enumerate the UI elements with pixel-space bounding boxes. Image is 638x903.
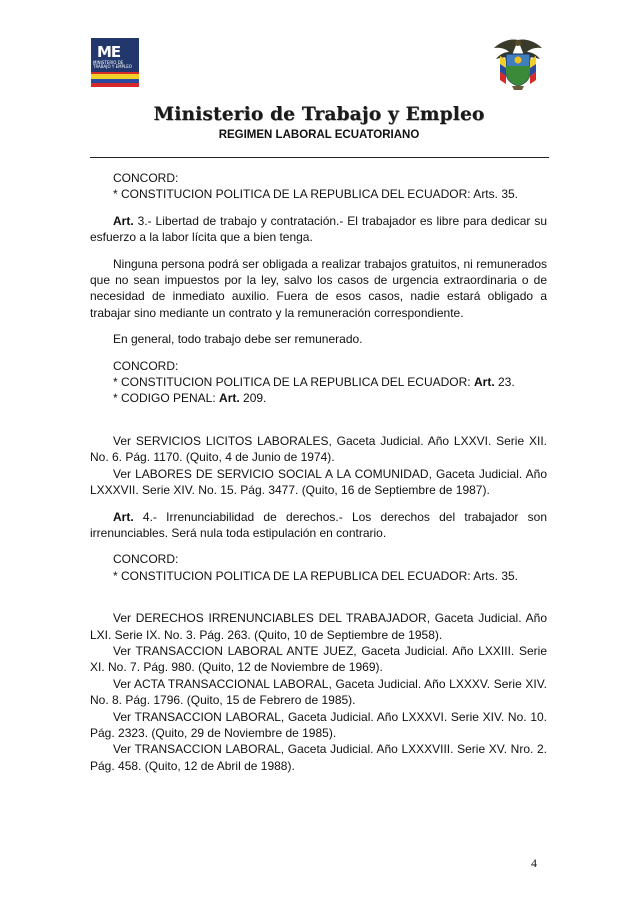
jurisprudence-reference: Ver LABORES DE SERVICIO SOCIAL A LA COMUNIDAD, Gaceta Judicial. Año LXXXVII. Serie XIV. No. 15. Pág. 3477. (Quito, 16 de Septiembre de 1987). <box>90 466 547 498</box>
concord-reference: * CONSTITUCION POLITICA DE LA REPUBLICA DEL ECUADOR: Arts. 35. <box>113 568 518 583</box>
article-label: Art. <box>113 213 134 228</box>
ministry-logo <box>91 38 139 88</box>
article-4 <box>90 509 547 542</box>
logo-tile <box>91 38 139 74</box>
concord-ref-art: Art. <box>473 375 495 390</box>
article-label: Art. <box>113 509 134 524</box>
logo-stripe-red <box>91 83 139 87</box>
jurisprudence-reference: Ver TRANSACCION LABORAL, Gaceta Judicial. Año LXXXVIII. Serie XV. Nro. 2. Pág. 458. (Quito, 12 de Abril de 1988). <box>90 742 547 773</box>
concord-label: CONCORD: <box>113 552 179 567</box>
document-body <box>90 170 547 774</box>
jurisprudence-reference: Ver DERECHOS IRRENUNCIABLES DEL TRABAJADOR, Gaceta Judicial. Año LXI. Serie IX. No. 3. Pág. 263. (Quito, 10 de Septiembre de 1958). <box>90 611 547 642</box>
logo-mark: ME <box>97 43 121 61</box>
concord-label: CONCORD: <box>113 358 179 373</box>
article-3-paragraph: En general, todo trabajo debe ser remunerado. <box>113 332 363 347</box>
article-3-paragraph: Ninguna persona podrá ser obligada a realizar trabajos gratuitos, ni remunerados que no sean impuestos por la ley, salvo los casos de urgencia extraordinaria o de necesidad de inmediato auxilio. Fuera de esos casos, nadie estará obligado a trabajar sino mediante un contrato y la remuneración correspondiente. <box>90 256 547 320</box>
jurisprudence-reference: Ver ACTA TRANSACCIONAL LABORAL, Gaceta Judicial. Año LXXXV. Serie XIV. No. 8. Pág. 1796. (Quito, 15 de Febrero de 1985). <box>90 676 547 708</box>
concord-ref-text: * CODIGO PENAL: <box>113 391 220 406</box>
concord-ref-num: 23. <box>494 375 515 390</box>
concord-ref-art: Art. <box>219 391 240 406</box>
page-title: Ministerio de Trabajo y Empleo <box>153 104 485 125</box>
jurisprudence-reference: Ver TRANSACCION LABORAL ANTE JUEZ, Gaceta Judicial. Año LXXIII. Serie XI. No. 7. Pág. 980. (Quito, 12 de Noviembre de 1969). <box>90 643 547 675</box>
concord-ref-num: 209. <box>239 391 267 406</box>
concord-ref-text: * CONSTITUCION POLITICA DE LA REPUBLICA DEL ECUADOR: <box>113 375 474 390</box>
concord-reference <box>90 390 547 406</box>
coat-of-arms-icon <box>492 36 544 92</box>
concord-reference <box>90 374 547 390</box>
article-3 <box>90 213 547 246</box>
page-subtitle: REGIMEN LABORAL ECUATORIANO <box>218 129 420 141</box>
header-divider <box>90 157 549 158</box>
concord-label: CONCORD: <box>113 171 179 185</box>
logo-text: MINISTERIO DE TRABAJO Y EMPLEO <box>93 60 132 69</box>
page-number: 4 <box>531 856 537 870</box>
concord-reference: * CONSTITUCION POLITICA DE LA REPUBLICA DEL ECUADOR: Arts. 35. <box>113 187 518 202</box>
article-4-text: 4.- Irrenunciabilidad de derechos.- Los derechos del trabajador son irrenunciables. Será nula toda estipulación en contrario. <box>90 509 547 540</box>
jurisprudence-reference: Ver SERVICIOS LICITOS LABORALES, Gaceta Judicial. Año LXXVI. Serie XII. No. 6. Pág. 1170. (Quito, 4 de Junio de 1974). <box>90 433 547 465</box>
article-3-text: 3.- Libertad de trabajo y contratación.- El trabajador es libre para dedicar su esfuerzo a la labor lícita que a bien tenga. <box>90 213 547 245</box>
jurisprudence-reference: Ver TRANSACCION LABORAL, Gaceta Judicial. Año LXXXVI. Serie XIV. No. 10. Pág. 2323. (Quito, 29 de Noviembre de 1985). <box>90 709 547 740</box>
